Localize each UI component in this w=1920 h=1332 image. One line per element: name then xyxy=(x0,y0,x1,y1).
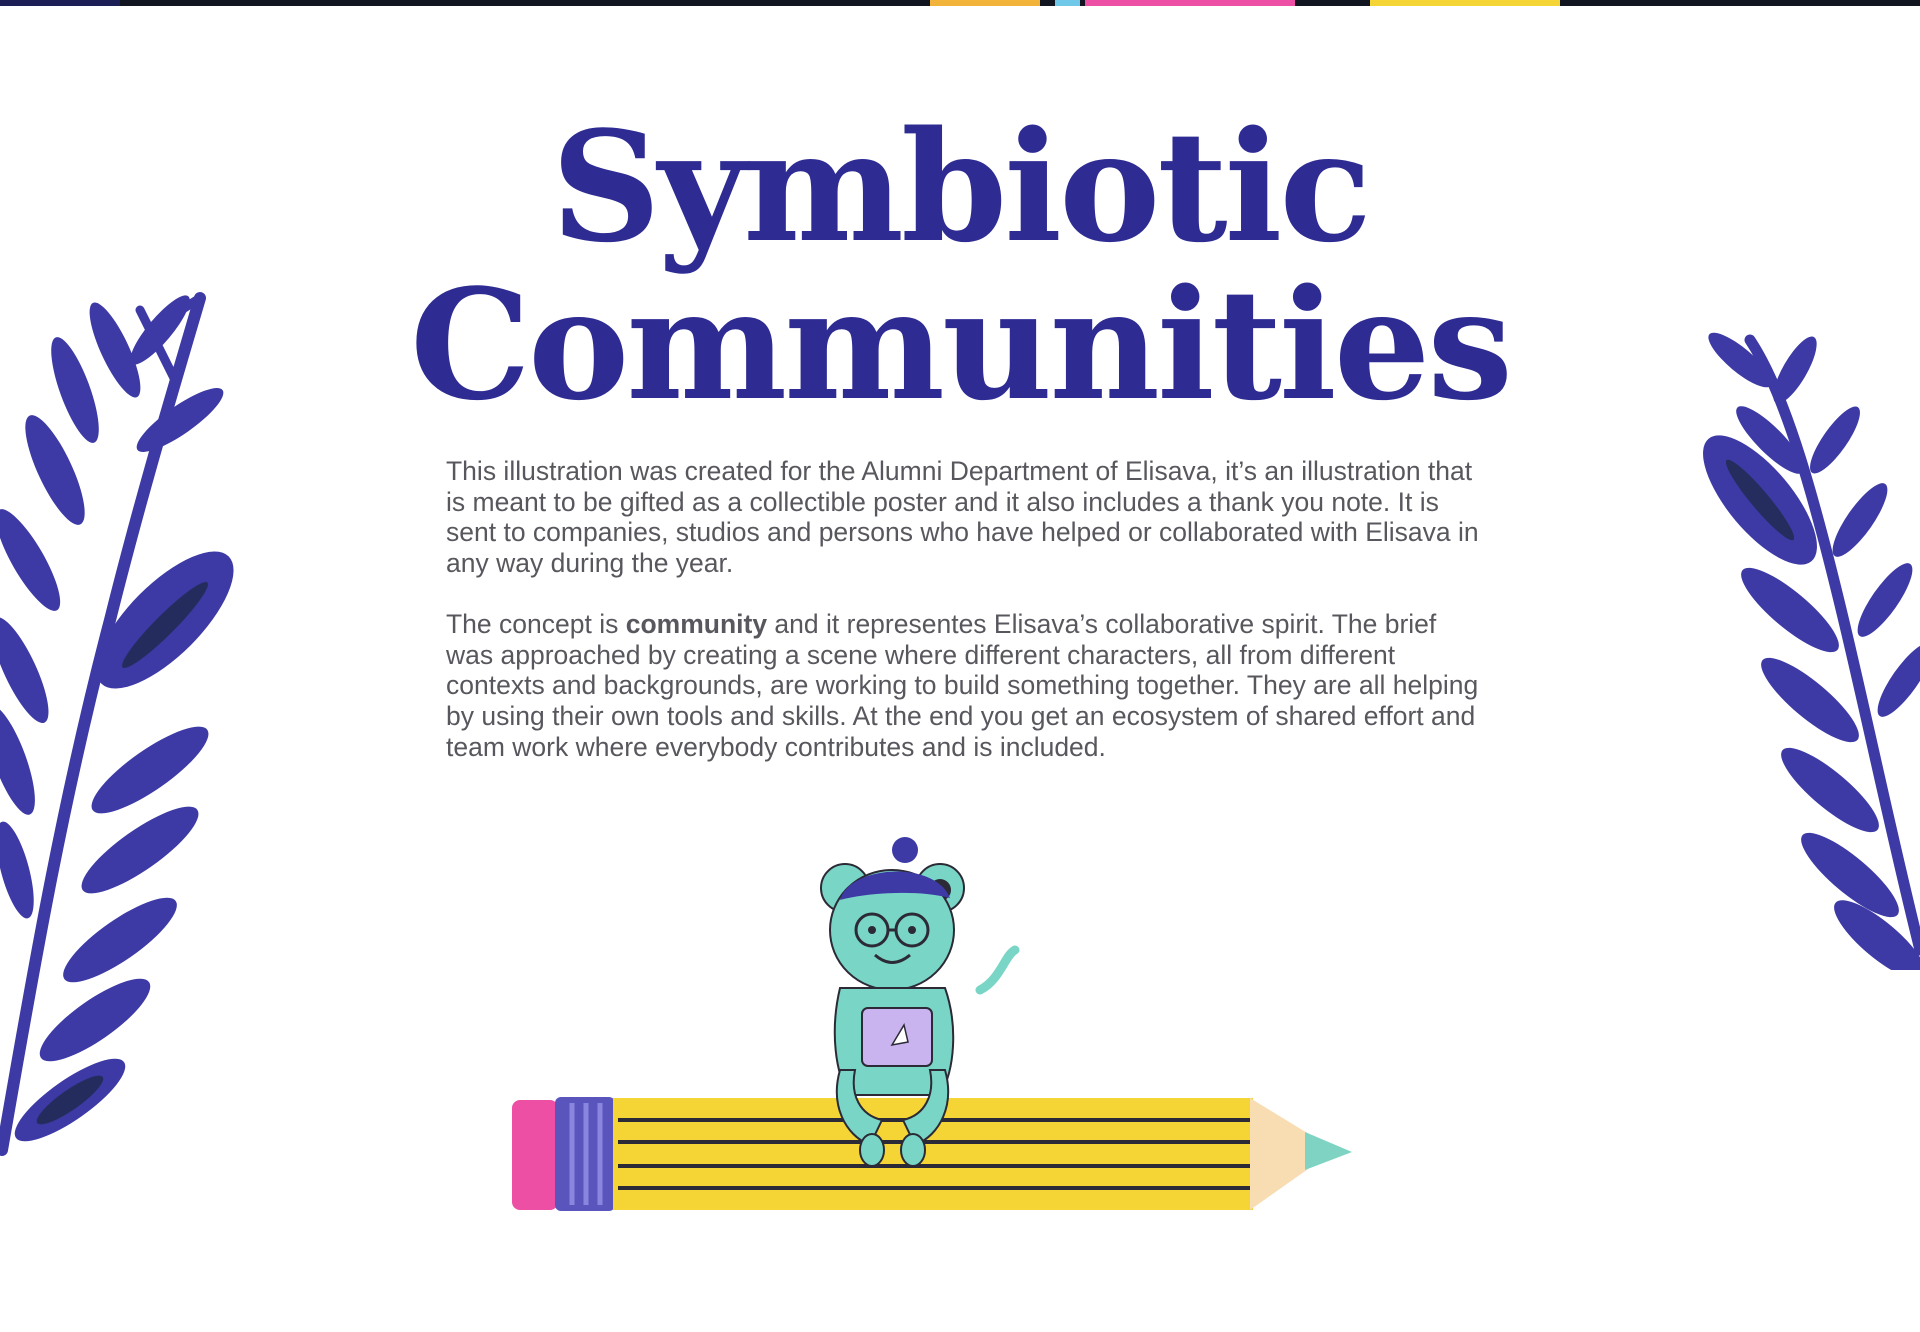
right-leaf-branch-icon xyxy=(1700,330,1920,970)
description-paragraph-2 xyxy=(446,609,1486,763)
concept-text-after: and it representes Elisava’s collaborative spirit. The brief was approached by creating a scene where different characters, all from different contexts and backgrounds, are working to build something together. They are all helping by using their own tools and skills. At the end you get an ecosystem of shared effort and team work where everybody contributes and is included. xyxy=(446,608,1479,762)
page-title xyxy=(0,97,1920,434)
title-line-1: Symbiotic xyxy=(551,97,1369,276)
pencil-mouse-illustration xyxy=(500,820,1370,1240)
concept-text-before: The concept is xyxy=(446,608,626,639)
title-line-2: Communities xyxy=(409,255,1511,434)
concept-keyword: community xyxy=(625,608,768,639)
top-decorative-strip xyxy=(0,0,1920,6)
description-block xyxy=(446,456,1486,792)
description-paragraph-1: This illustration was created for the Alumni Department of Elisava, it’s an illustration that is meant to be gifted as a collectible poster and it also includes a thank you note. It is sent to companies, studios and persons who have helped or collaborated with Elisava in any way during the year. xyxy=(446,456,1479,579)
